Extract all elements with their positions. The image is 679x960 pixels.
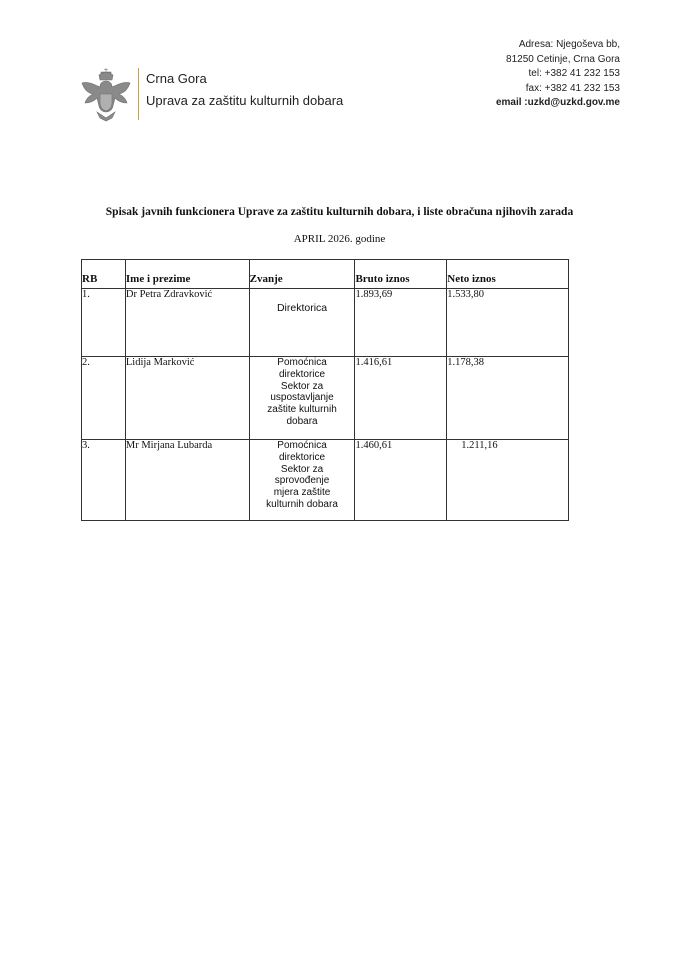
title-line: uspostavljanje (270, 392, 334, 404)
cell-gross: 1.460,61 (355, 440, 447, 521)
title-line: Pomoćnica (277, 440, 327, 451)
email-line: email :uzkd@uzkd.gov.me (495, 97, 620, 108)
organization-name: Uprava za zaštitu kulturnih dobara (146, 93, 344, 108)
title-line: zaštite kulturnih (267, 404, 337, 416)
cell-rb: 2. (82, 357, 126, 440)
column-header-title: Zvanje (249, 260, 355, 289)
cell-net: 1.211,16 (447, 440, 569, 521)
cell-gross: 1.416,61 (355, 357, 447, 440)
cell-name: Mr Mirjana Lubarda (125, 440, 249, 521)
title-line: Sektor za (280, 463, 324, 475)
salary-table (81, 259, 569, 521)
title-line: direktorice (278, 451, 326, 463)
cell-gross: 1.893,69 (355, 289, 447, 357)
table-header-row (82, 260, 569, 289)
logo-divider (138, 68, 139, 120)
table-row (82, 357, 569, 440)
address-city-line: 81250 Cetinje, Crna Gora (506, 53, 620, 65)
phone-line: tel: +382 41 232 153 (528, 68, 620, 79)
country-name: Crna Gora (146, 71, 207, 86)
document-title: Spisak javnih funkcionera Uprave za zaštitu kulturnih dobara, i liste obračuna njihovih zarada (105, 206, 574, 218)
cell-title (249, 357, 355, 440)
column-header-rb: RB (82, 260, 126, 289)
title-line: sprovođenje (274, 475, 330, 487)
cell-net: 1.533,80 (447, 289, 569, 357)
title-line: mjera zaštite (273, 487, 331, 499)
montenegro-coat-of-arms-icon (79, 66, 133, 124)
title-line: Direktorica (276, 302, 328, 314)
table-row (82, 440, 569, 521)
fax-line: fax: +382 41 232 153 (525, 82, 620, 94)
table-row (82, 289, 569, 357)
cell-title (249, 289, 355, 357)
cell-name: Dr Petra Zdravković (125, 289, 249, 357)
document-period: APRIL 2026. godine (293, 233, 386, 245)
address-line: Adresa: Njegoševa bb, (518, 39, 620, 50)
contact-block (496, 38, 620, 111)
title-line: Pomoćnica (277, 357, 327, 368)
cell-rb: 3. (82, 440, 126, 521)
title-line: Sektor za (280, 380, 324, 392)
cell-net: 1.178,38 (447, 357, 569, 440)
title-line: dobara (286, 415, 318, 427)
column-header-gross: Bruto iznos (355, 260, 447, 289)
column-header-net: Neto iznos (447, 260, 569, 289)
title-line: direktorice (278, 368, 326, 380)
cell-rb: 1. (82, 289, 126, 357)
column-header-name: Ime i prezime (125, 260, 249, 289)
cell-name: Lidija Marković (125, 357, 249, 440)
cell-title (249, 440, 355, 521)
title-line: kulturnih dobara (266, 498, 338, 510)
